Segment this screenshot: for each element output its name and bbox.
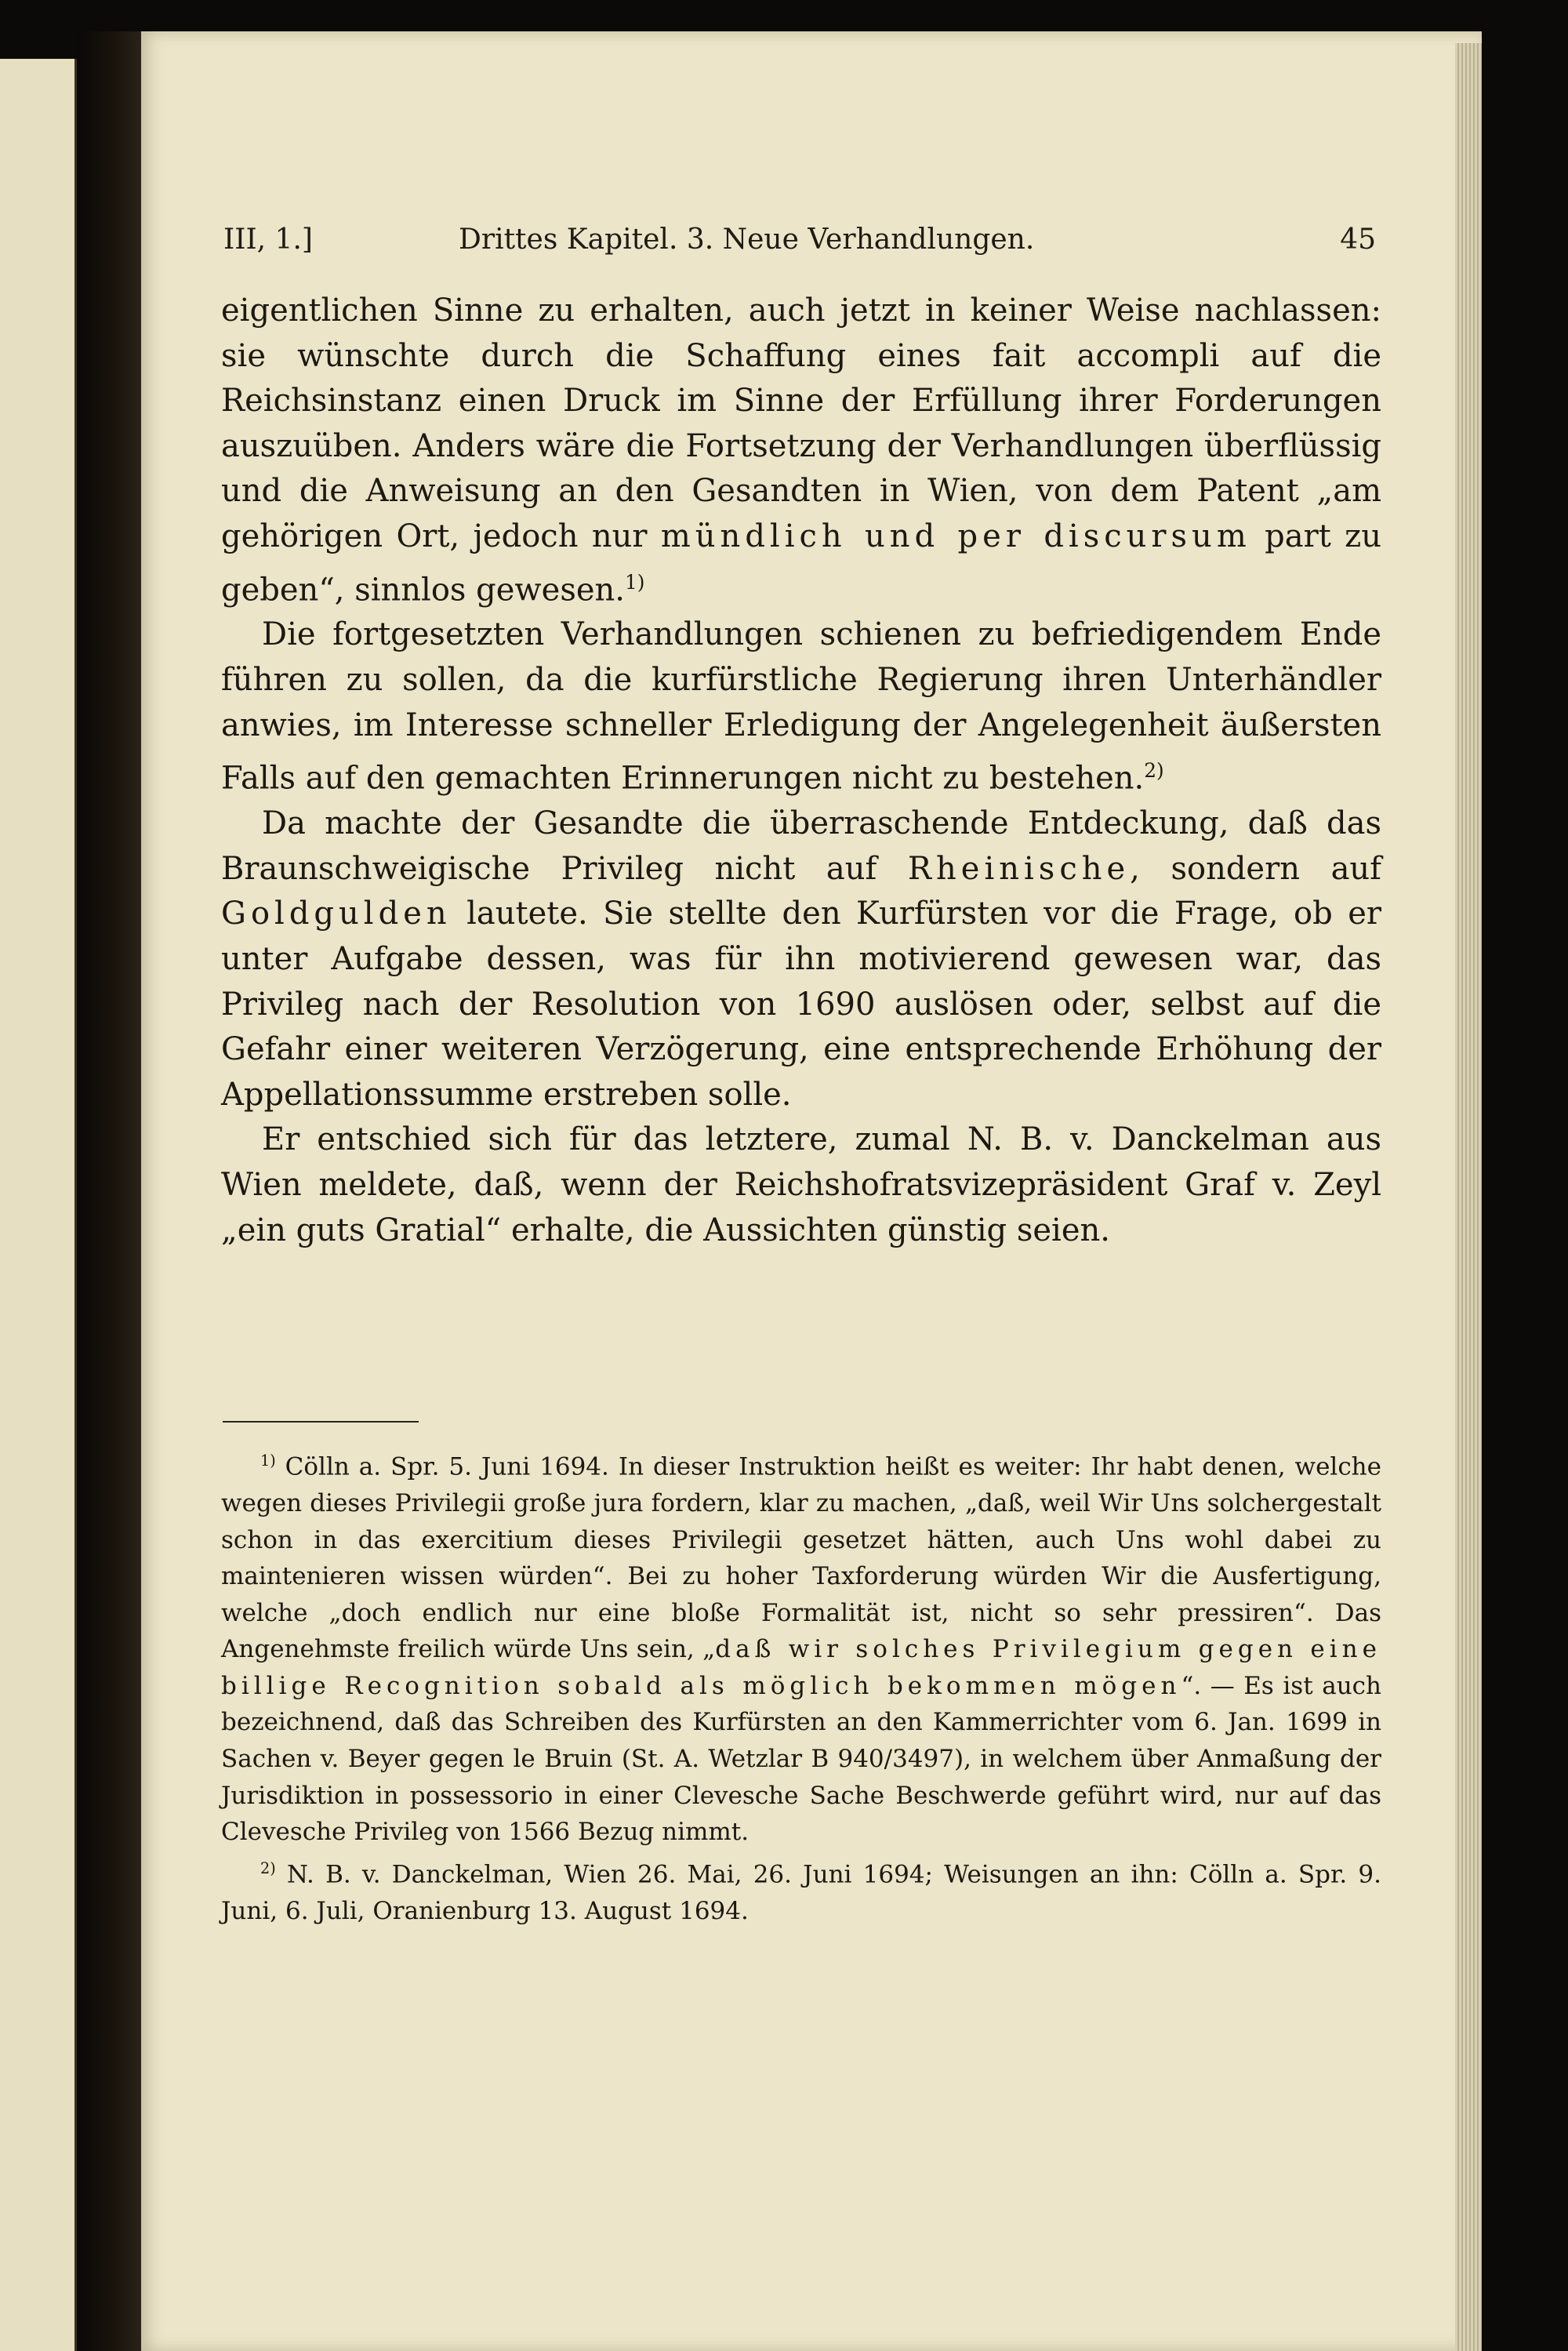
main-text: [221, 289, 1381, 1253]
footnote-2: [221, 1851, 1381, 1930]
paragraph-4-text: Er entschied sich für das letztere, zumal N. B. v. Danckelman aus Wien meldete, daß, wenn der Reichshofratsvizepräsident Graf v. Zeyl „ein guts Gratial“ erhalte, die Aussichten günstig seien.: [221, 1121, 1381, 1248]
footnote-2-text: N. B. v. Danckelman, Wien 26. Mai, 26. Juni 1694; Weisungen an ihn: Cölln a. Spr. 9. Juni, 6. Juli, Oranienburg 13. August 1694.: [221, 1860, 1381, 1925]
footnote-1-text-b: “. — Es ist auch bezeichnend, daß das Schreiben des Kurfürsten an den Kammerrichter vom 6. Jan. 1699 in Sachen v. Beyer gegen le Bruin (St. A. Wetzlar B 940/3497), in welchem über Anmaßung der Jurisdiktion in possessorio in einer Clevesche Sache Beschwerde geführt wird, nur auf das Clevesche Privileg von 1566 Bezug nimmt.: [221, 1671, 1381, 1847]
paragraph-1: [221, 289, 1381, 612]
footnote-1-mark: 1): [260, 1452, 276, 1470]
footnote-ref-2[interactable]: 2): [1144, 759, 1164, 783]
paragraph-3-text-a: Da machte der Gesandte die überraschende Entdeckung, daß das Braunschweigische Privileg nicht auf: [221, 805, 1381, 887]
footnote-ref-1[interactable]: 1): [625, 570, 645, 594]
footnote-divider: [223, 1421, 419, 1423]
running-header: [223, 223, 1376, 271]
paragraph-4: [221, 1117, 1381, 1253]
paragraph-1-text-a: eigentlichen Sinne zu erhalten, auch jetzt in keiner Weise nachlassen: sie wünschte durch die Schaffung eines fait accompli auf die Reichsinstanz einen Druck im Sinne der Erfüllung ihrer Forderungen auszuüben. Anders wäre die Fortsetzung der Verhandlungen überflüssig und die Anweisung an den Gesandten in Wien, von dem Patent „am gehörigen Ort, jedoch nur: [221, 293, 1381, 554]
book-page: [141, 31, 1482, 2351]
footnote-2-mark: 2): [260, 1859, 276, 1877]
footnotes: [221, 1443, 1381, 1929]
paragraph-3-text-c: lautete. Sie stellte den Kurfürsten vor die Frage, ob er unter Aufgabe dessen, was für ihn motivierend gewesen war, das Privileg nach der Resolution von 1690 auslösen oder, selbst auf die Gefahr einer weiteren Verzögerung, eine entsprechende Erhöhung der Appellationssumme erstreben solle.: [221, 896, 1381, 1113]
paragraph-1-text-b: part zu geben“, sinnlos gewesen.: [221, 518, 1381, 608]
page-stack-edge: [1455, 43, 1482, 2351]
paragraph-3-text-b: , sondern auf: [1130, 850, 1381, 887]
footnote-1-spaced: daß wir solches Privilegium gegen eine billige Recognition sobald als möglich bekommen mögen: [221, 1635, 1381, 1700]
footnote-1-text-a: Cölln a. Spr. 5. Juni 1694. In dieser Instruktion heißt es weiter: Ihr habt denen, welche wegen dieses Privilegii große jura fordern, klar zu machen, „daß, weil Wir Uns solchergestalt schon in das exercitium dieses Privilegii gesetzet hätten, auch Uns wohl dabei zu maintenieren wissen würden“. Bei zu hoher Taxforderung würden Wir die Ausfertigung, welche „doch endlich nur eine bloße Formalität ist, nicht so sehr pressiren“. Das Angenehmste freilich würde Uns sein, „: [221, 1452, 1381, 1664]
paragraph-1-spaced: mündlich und per discursum: [660, 518, 1251, 554]
paragraph-2: [221, 612, 1381, 801]
paragraph-2-text: Die fortgesetzten Verhandlungen schienen zu befriedigendem Ende führen zu sollen, da die kurfürstliche Regierung ihren Unterhändler anwies, im Interesse schneller Erledigung der Angelegenheit äußersten Falls auf den gemachten Erinnerungen nicht zu bestehen.: [221, 616, 1381, 797]
chapter-title: Drittes Kapitel. 3. Neue Verhandlungen.: [459, 223, 1035, 256]
paragraph-3-spaced-1: Rheinische: [907, 850, 1131, 887]
paragraph-3: [221, 801, 1381, 1117]
book-gutter: [77, 31, 141, 2351]
section-number: III, 1.]: [223, 223, 313, 256]
paragraph-3-spaced-2: Goldgulden: [221, 896, 452, 932]
footnote-1: [221, 1443, 1381, 1851]
page-number: 45: [1340, 223, 1376, 256]
facing-page-edge: [0, 59, 77, 2351]
